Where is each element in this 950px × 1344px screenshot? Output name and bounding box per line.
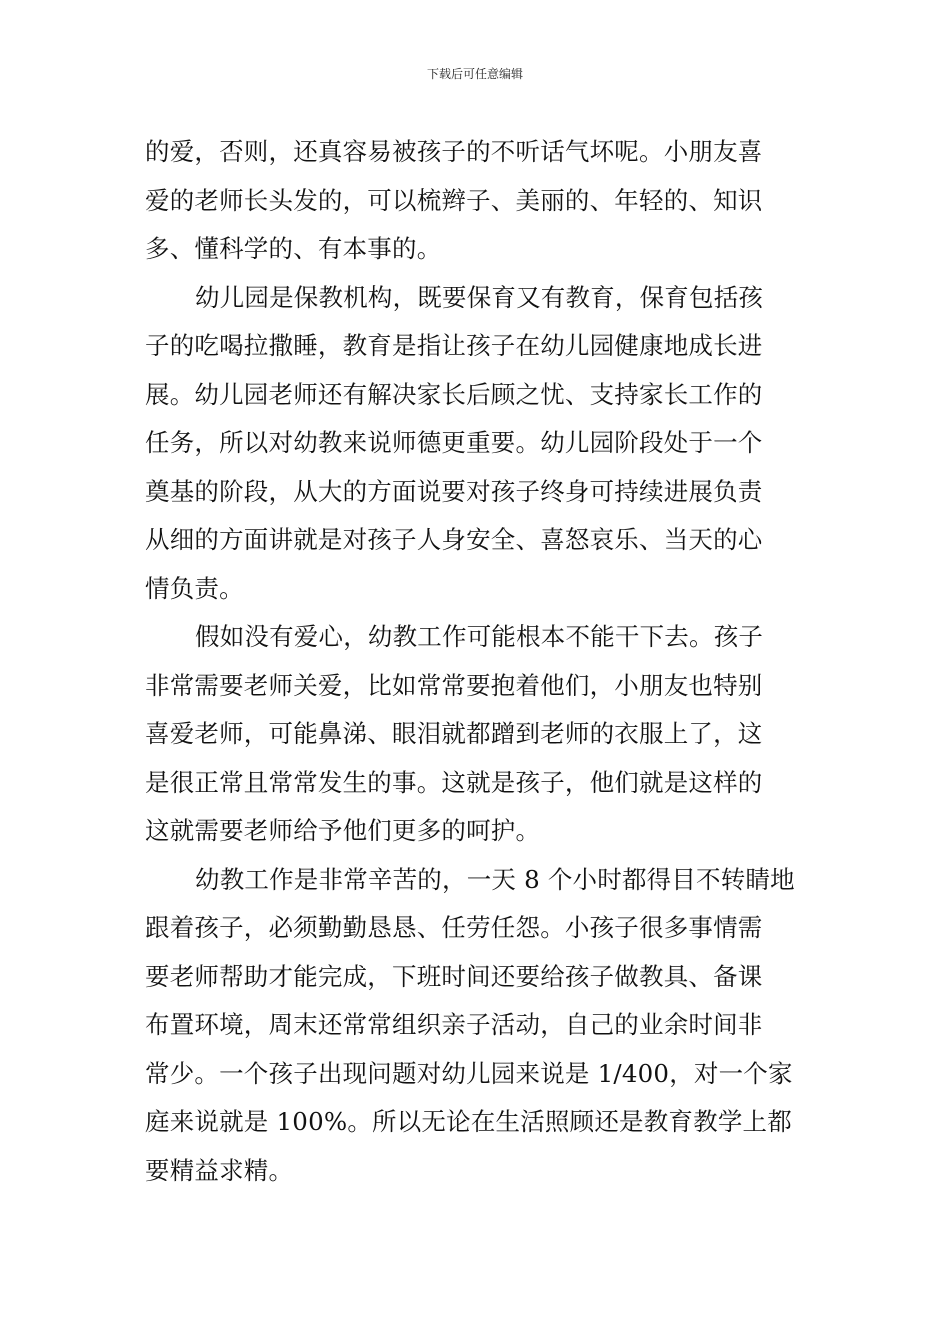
text-line: 子的吃喝拉撒睡，教育是指让孩子在幼儿园健康地成长进: [145, 331, 763, 360]
page-header: 下载后可任意编辑: [426, 67, 523, 81]
text-line: 任务，所以对幼教来说师德更重要。幼儿园阶段处于一个: [145, 428, 763, 457]
text-line: 情负责。: [145, 573, 244, 603]
text-line: 幼儿园是保教机构，既要保育又有教育，保育包括孩: [195, 282, 764, 312]
text-line: 庭来说就是 100%。所以无论在生活照顾还是教育教学上都: [145, 1107, 792, 1136]
text-line: 假如没有爱心，幼教工作可能根本不能干下去。孩子: [195, 622, 764, 651]
text-line: 展。幼儿园老师还有解决家长后顾之忧、支持家长工作的: [145, 379, 763, 409]
text-line: 是很正常且常常发生的事。这就是孩子，他们就是这样的: [145, 767, 763, 797]
text-line: 从细的方面讲就是对孩子人身安全、喜怒哀乐、当天的心: [145, 525, 763, 554]
paragraph-3: [145, 613, 807, 856]
text-line: 奠基的阶段，从大的方面说要对孩子终身可持续进展负责: [145, 476, 763, 506]
text-line: 非常需要老师关爱，比如常常要抱着他们，小朋友也特别: [145, 670, 763, 700]
text-line: 爱的老师长头发的，可以梳辫子、美丽的、年轻的、知识: [145, 185, 763, 215]
text-line: 喜爱老师，可能鼻涕、眼泪就都蹭到老师的衣服上了，这: [145, 719, 763, 748]
text-line: 要精益求精。: [145, 1155, 294, 1185]
text-line: 幼教工作是非常辛苦的，一天 8 个小时都得目不转睛地: [195, 864, 795, 894]
text-line: 多、懂科学的、有本事的。: [145, 234, 442, 263]
text-line: 布置环境，周末还常常组织亲子活动，自己的业余时间非: [145, 1010, 763, 1039]
text-line: 这就需要老师给予他们更多的呵护。: [145, 816, 541, 845]
paragraph-1: [145, 128, 807, 274]
document-body: [145, 128, 807, 1195]
text-line: 常少。一个孩子出现问题对幼儿园来说是 1/400，对一个家: [145, 1058, 793, 1088]
text-line: 的爱，否则，还真容易被孩子的不听话气坏呢。小朋友喜: [145, 137, 763, 166]
paragraph-2: [145, 274, 807, 614]
text-line: 跟着孩子，必须勤勤恳恳、任劳任怨。小孩子很多事情需: [145, 913, 763, 942]
text-line: 要老师帮助才能完成，下班时间还要给孩子做教具、备课: [145, 961, 763, 991]
paragraph-4: [145, 856, 807, 1196]
